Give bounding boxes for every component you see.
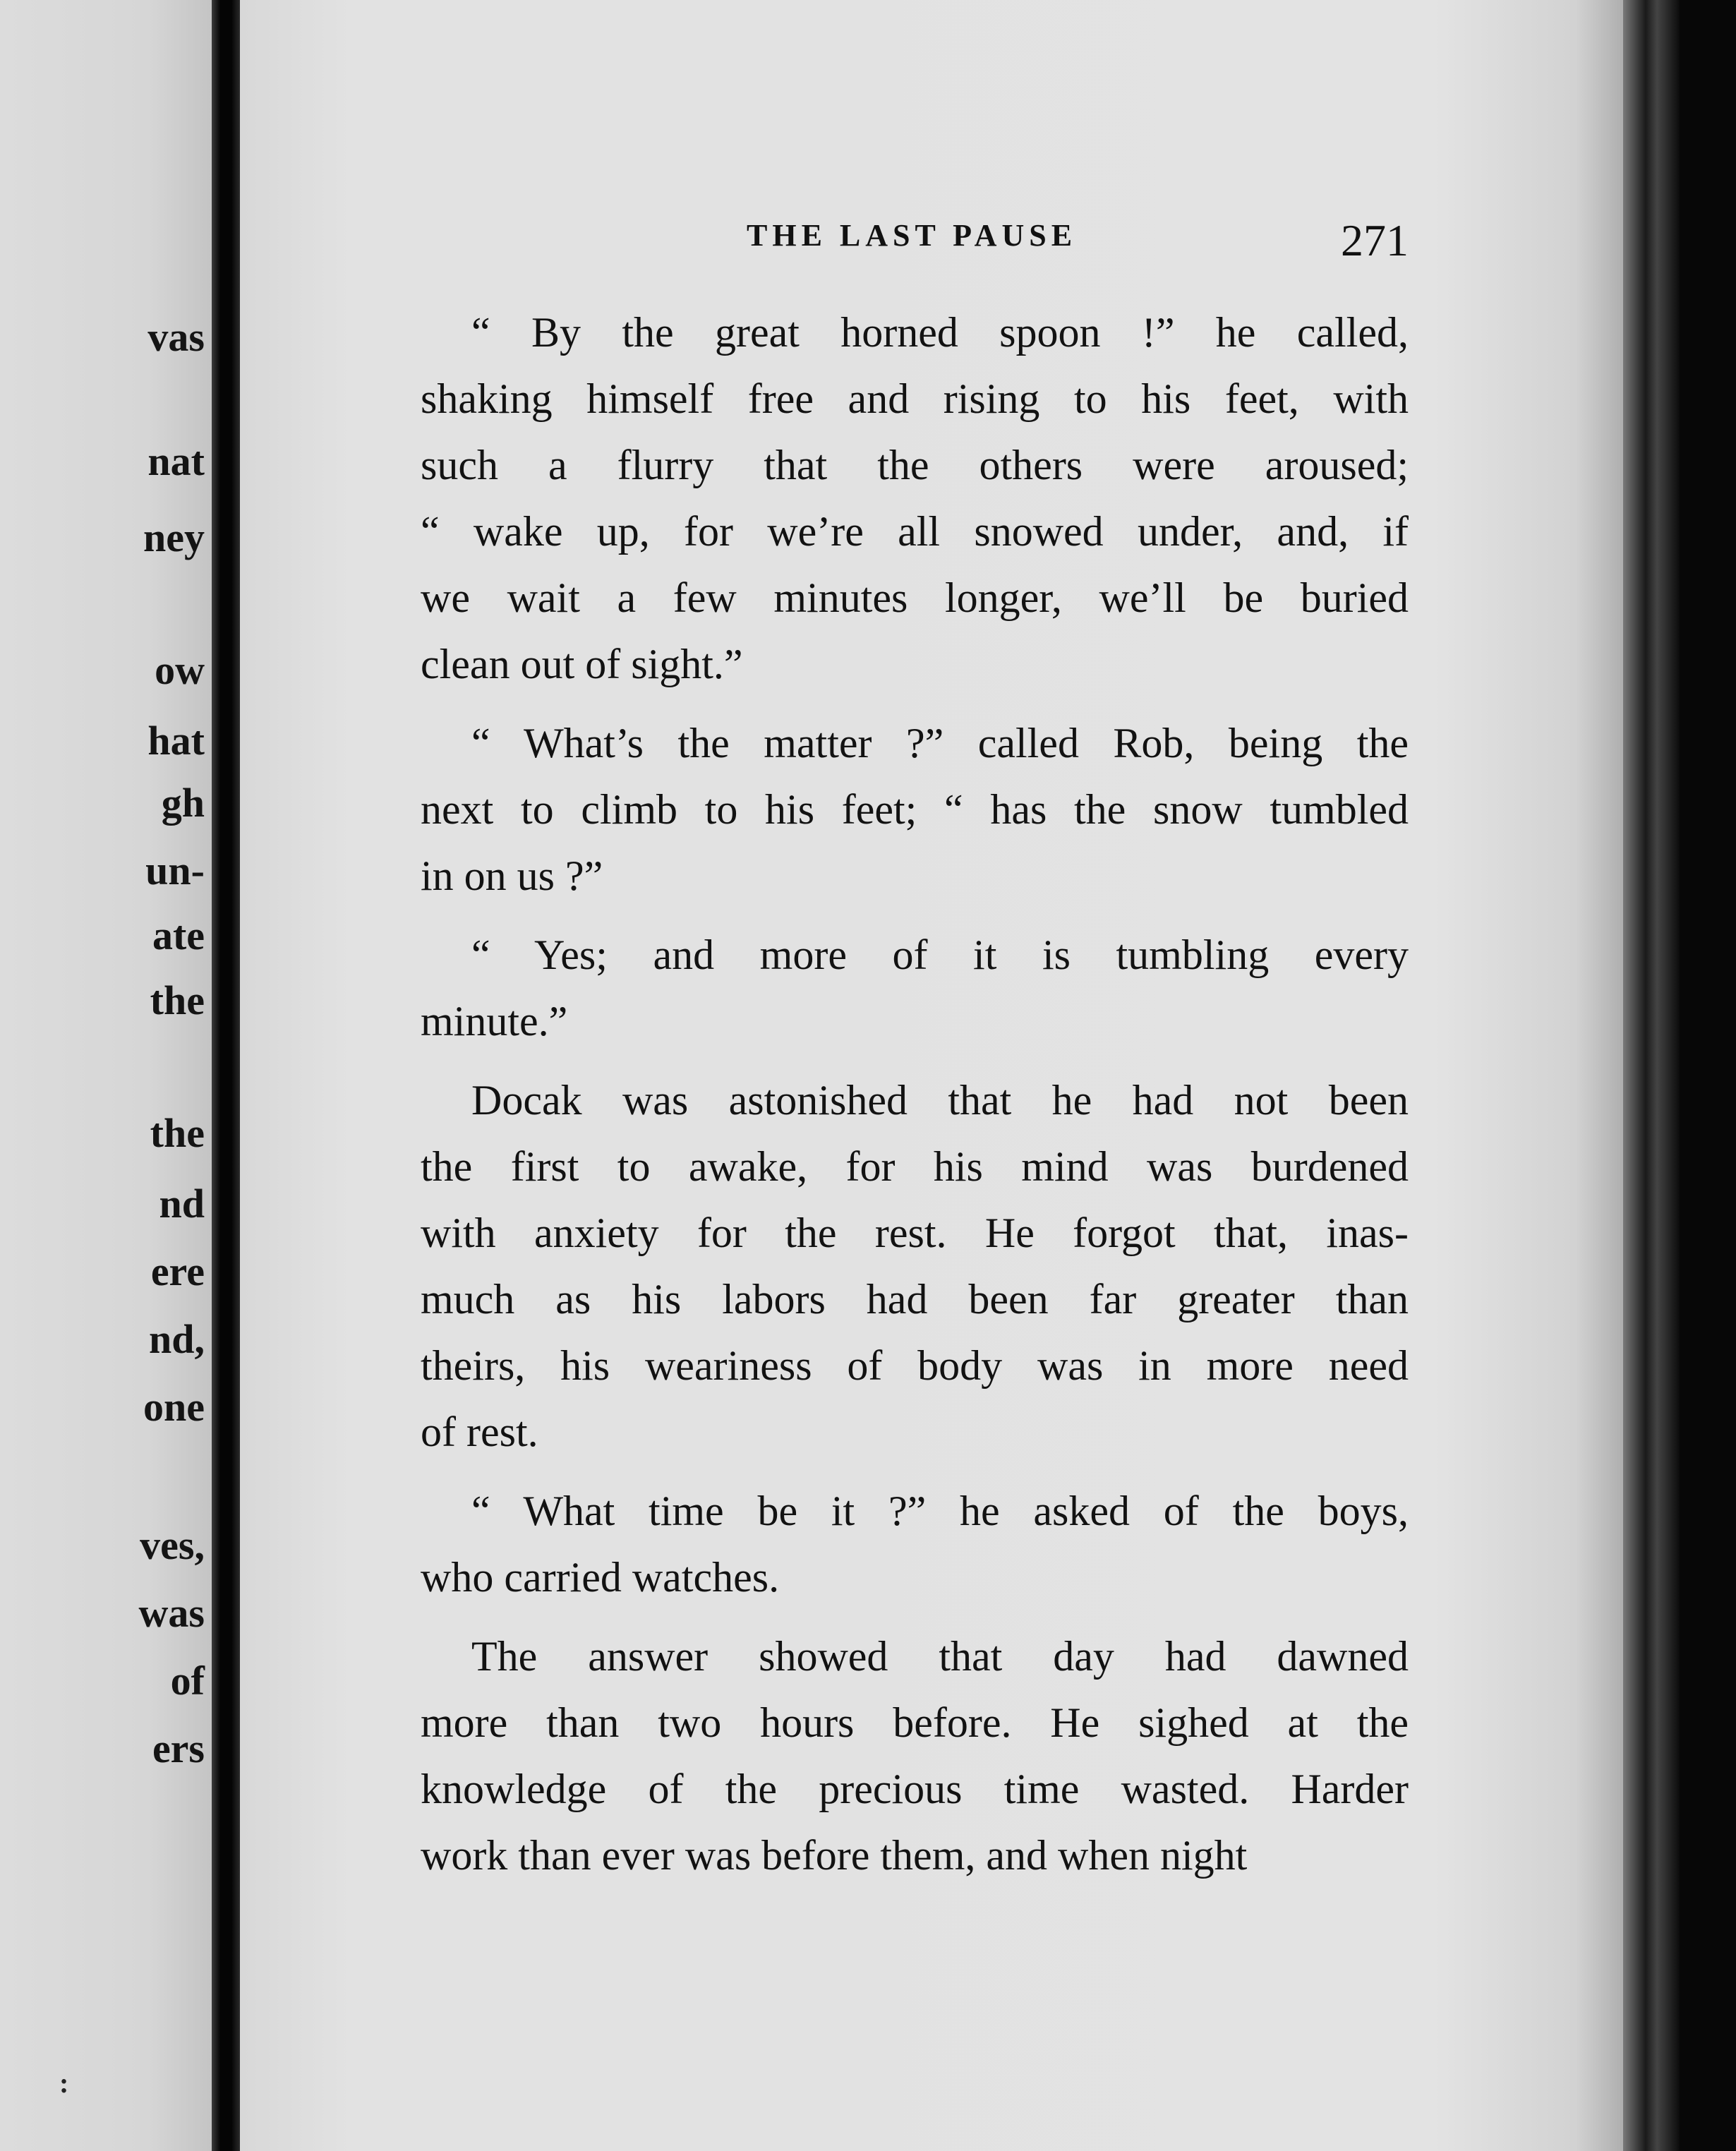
paragraph-gap bbox=[421, 1054, 1409, 1067]
facing-page-fragment: ves, bbox=[140, 1522, 205, 1568]
text-line: Docak was astonished that he had not been bbox=[471, 1077, 1409, 1123]
facing-page-fragment: one bbox=[143, 1384, 205, 1430]
facing-page-fragment: ere bbox=[150, 1248, 205, 1294]
text-line: such a flurry that the others were aroused; bbox=[421, 442, 1409, 488]
facing-page-fragment: hat bbox=[147, 718, 205, 764]
text-line: theirs, his weariness of body was in more need bbox=[421, 1342, 1409, 1389]
facing-page-fragment: nat bbox=[147, 438, 205, 484]
facing-page-fragment: of bbox=[170, 1658, 205, 1704]
binding-gutter bbox=[212, 0, 240, 2151]
page-number: 271 bbox=[1341, 215, 1409, 265]
text-line: work than ever was before them, and when night bbox=[421, 1832, 1248, 1879]
scan-border bbox=[1680, 0, 1736, 2151]
paragraph bbox=[421, 710, 1409, 909]
text-line: the first to awake, for his mind was burdened bbox=[421, 1143, 1409, 1190]
facing-page-fragment: ney bbox=[143, 514, 205, 560]
text-line: shaking himself free and rising to his feet, with bbox=[421, 375, 1409, 422]
text-line: knowledge of the precious time wasted. Harder bbox=[421, 1766, 1409, 1812]
text-line: of rest. bbox=[421, 1409, 538, 1455]
page-edge bbox=[1623, 0, 1680, 2151]
facing-page-fragment: un- bbox=[145, 848, 205, 893]
facing-page-mark: : bbox=[59, 2067, 69, 2099]
text-line: “ wake up, for we’re all snowed under, and, if bbox=[421, 508, 1409, 555]
facing-page-fragment: ers bbox=[152, 1725, 205, 1771]
facing-page-fragment: vas bbox=[147, 314, 205, 360]
text-line: minute.” bbox=[421, 998, 568, 1044]
text-line: we wait a few minutes longer, we’ll be buried bbox=[421, 574, 1409, 621]
paragraph bbox=[421, 1478, 1409, 1610]
paragraph-gap bbox=[421, 1465, 1409, 1478]
paragraph bbox=[421, 299, 1409, 697]
paragraph-gap bbox=[421, 1610, 1409, 1623]
facing-page-fragment: ow bbox=[155, 647, 205, 693]
paragraph bbox=[421, 922, 1409, 1054]
text-line: more than two hours before. He sighed at the bbox=[421, 1699, 1409, 1746]
paragraph-gap bbox=[421, 697, 1409, 710]
facing-page-fragment: nd, bbox=[148, 1316, 205, 1362]
facing-page-fragment: nd bbox=[159, 1181, 205, 1227]
facing-page-fragment: the bbox=[150, 1110, 205, 1156]
text-line: next to climb to his feet; “ has the snow tumbled bbox=[421, 786, 1409, 833]
paragraph bbox=[421, 1623, 1409, 1888]
text-line: “ By the great horned spoon !” he called, bbox=[471, 309, 1409, 356]
text-line: who carried watches. bbox=[421, 1554, 780, 1601]
text-line: clean out of sight.” bbox=[421, 641, 743, 687]
text-line: with anxiety for the rest. He forgot that, inas- bbox=[421, 1210, 1409, 1256]
text-line: “ Yes; and more of it is tumbling every bbox=[471, 932, 1409, 978]
facing-page bbox=[0, 0, 212, 2151]
text-line: much as his labors had been far greater than bbox=[421, 1276, 1409, 1322]
paragraph-gap bbox=[421, 909, 1409, 922]
facing-page-fragment: the bbox=[150, 977, 205, 1023]
text-line: The answer showed that day had dawned bbox=[471, 1633, 1409, 1680]
paragraph bbox=[421, 1067, 1409, 1465]
text-line: “ What’s the matter ?” called Rob, being the bbox=[471, 720, 1409, 766]
body-text bbox=[421, 299, 1409, 1888]
facing-page-fragment: gh bbox=[161, 780, 205, 826]
facing-page-fragment: was bbox=[138, 1590, 205, 1636]
text-line: “ What time be it ?” he asked of the boys, bbox=[471, 1488, 1409, 1534]
text-line: in on us ?” bbox=[421, 852, 603, 899]
running-head: THE LAST PAUSE bbox=[747, 218, 1078, 253]
facing-page-fragment: ate bbox=[152, 912, 205, 958]
